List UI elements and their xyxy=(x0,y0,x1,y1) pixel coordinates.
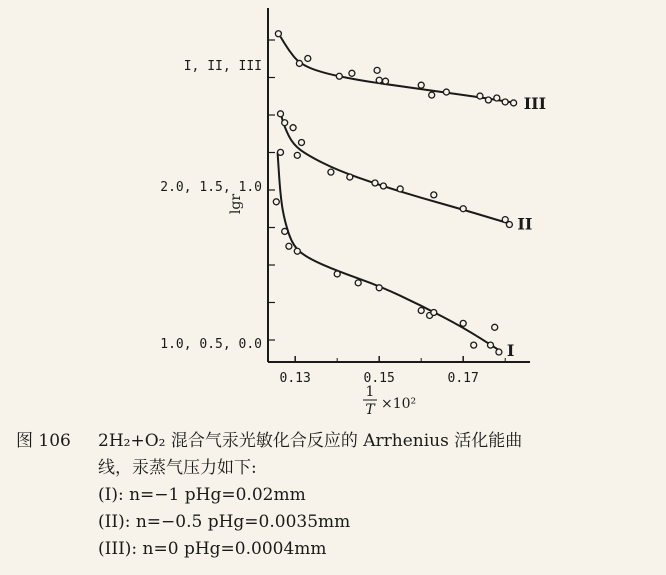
labels xyxy=(160,59,546,418)
point-I xyxy=(273,199,279,205)
x-tick-label: 0.17 xyxy=(447,371,479,386)
point-II xyxy=(299,139,305,145)
point-III xyxy=(485,97,491,103)
point-I xyxy=(460,320,466,326)
point-II xyxy=(397,186,403,192)
x-tick-label: 0.13 xyxy=(279,371,311,386)
point-I xyxy=(286,243,292,249)
point-III xyxy=(477,93,483,99)
point-I xyxy=(376,285,382,291)
point-III xyxy=(383,78,389,84)
point-II xyxy=(290,125,296,131)
y-axis-title: lgr xyxy=(228,193,244,215)
y-tick-label: 1.0, 0.5, 0.0 xyxy=(160,337,262,352)
point-II xyxy=(328,169,334,175)
point-I xyxy=(418,308,424,314)
point-III xyxy=(376,77,382,83)
x-axis-title-denominator: T xyxy=(365,402,375,418)
x-axis-title-suffix: ×10² xyxy=(381,396,417,412)
series-label-II: II xyxy=(517,214,533,234)
point-III xyxy=(511,100,517,106)
point-III xyxy=(443,89,449,95)
point-III xyxy=(275,31,281,37)
point-II xyxy=(431,192,437,198)
x-tick-label: 0.15 xyxy=(363,371,395,386)
x-axis-title-numerator: 1 xyxy=(365,384,375,400)
curve-I xyxy=(278,152,499,350)
point-III xyxy=(429,92,435,98)
caption-title: 2H₂+O₂ 混合气汞光敏化合反应的 Arrhenius 活化能曲 xyxy=(98,431,523,451)
point-I xyxy=(431,309,437,315)
point-II xyxy=(380,183,386,189)
point-III xyxy=(305,55,311,61)
point-I xyxy=(471,342,477,348)
point-III xyxy=(296,60,302,66)
point-III xyxy=(336,73,342,79)
point-I xyxy=(355,280,361,286)
condition-II: (II): n=−0.5 pHg=0.0035mm xyxy=(98,512,351,532)
point-III xyxy=(349,70,355,76)
figure-caption xyxy=(16,428,656,563)
condition-I: (I): n=−1 pHg=0.02mm xyxy=(98,485,306,505)
point-II xyxy=(282,120,288,126)
point-II xyxy=(294,152,300,158)
point-I xyxy=(334,271,340,277)
caption-line-1 xyxy=(16,428,656,455)
point-II xyxy=(347,174,353,180)
condition-III: (III): n=0 pHg=0.0004mm xyxy=(98,539,327,559)
y-tick-label: 2.0, 1.5, 1.0 xyxy=(160,180,262,195)
series-label-I: I xyxy=(506,341,515,361)
series-points xyxy=(273,31,516,355)
series-label-III: III xyxy=(523,93,547,113)
point-I xyxy=(278,149,284,155)
y-tick-label: I, II, III xyxy=(183,59,262,74)
series-curves xyxy=(278,37,516,350)
point-II xyxy=(506,222,512,228)
point-III xyxy=(494,95,500,101)
point-II xyxy=(372,180,378,186)
ticks xyxy=(268,40,505,362)
curve-II xyxy=(281,113,510,224)
point-I xyxy=(496,349,502,355)
point-II xyxy=(460,206,466,212)
point-II xyxy=(278,111,284,117)
point-I xyxy=(282,228,288,234)
point-I xyxy=(492,324,498,330)
point-I xyxy=(294,248,300,254)
caption-line-2: 线，汞蒸气压力如下: xyxy=(98,458,257,478)
point-III xyxy=(502,99,508,105)
point-I xyxy=(488,342,494,348)
point-III xyxy=(418,82,424,88)
point-III xyxy=(374,67,380,73)
figure-number: 图 106 xyxy=(16,431,71,451)
